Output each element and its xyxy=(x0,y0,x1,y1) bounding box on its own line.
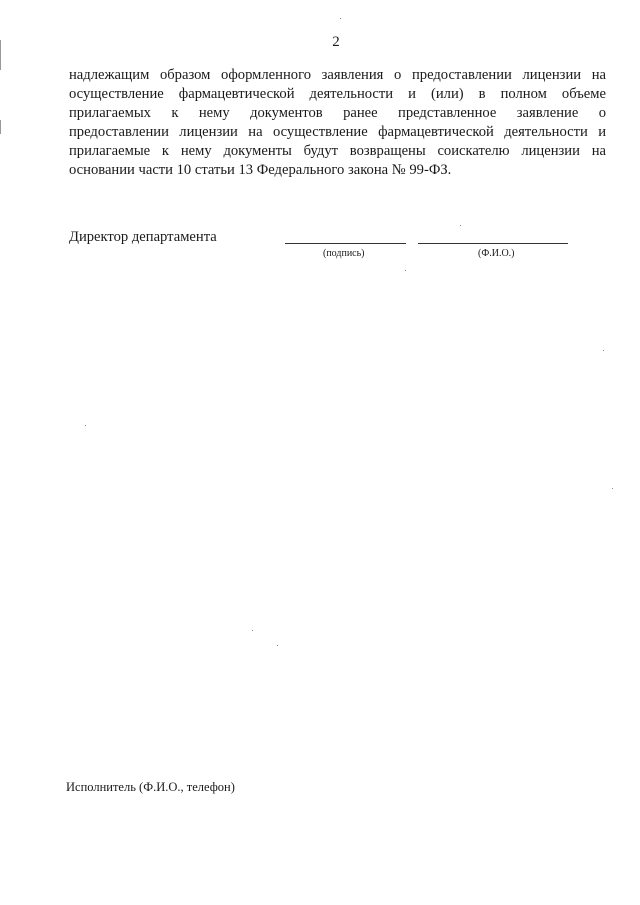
paragraph-line: осуществление фармацевтической деятельности и (или) в полном объеме xyxy=(69,86,606,102)
scan-speck xyxy=(460,225,461,226)
page-number: 2 xyxy=(332,34,340,50)
paragraph-line: надлежащим образом оформленного заявления о предоставлении лицензии на xyxy=(69,67,606,83)
scan-speck xyxy=(277,645,278,646)
scan-speck xyxy=(612,488,613,489)
scan-edge-mark xyxy=(0,120,1,134)
scan-speck xyxy=(405,270,406,271)
director-title: Директор департамента xyxy=(69,229,217,245)
paragraph-line: предоставлении лицензии на осуществление фармацевтической деятельности и xyxy=(69,124,606,140)
signature-line xyxy=(285,243,406,244)
name-caption: (Ф.И.О.) xyxy=(478,248,515,259)
name-line xyxy=(418,243,568,244)
body-paragraph xyxy=(69,66,606,180)
scan-speck xyxy=(85,425,86,426)
paragraph-line: основании части 10 статьи 13 Федерального закона № 99-ФЗ. xyxy=(69,162,452,178)
signature-block xyxy=(69,229,609,269)
paragraph-line: прилагаемых к нему документов ранее представленное заявление о xyxy=(69,105,606,121)
scan-speck xyxy=(252,630,253,631)
scan-speck xyxy=(603,350,604,351)
scan-speck xyxy=(340,18,341,19)
scan-edge-mark xyxy=(0,40,1,70)
paragraph-line: прилагаемые к нему документы будут возвращены соискателю лицензии на xyxy=(69,143,606,159)
signature-caption: (подпись) xyxy=(323,248,365,259)
executor-label: Исполнитель (Ф.И.О., телефон) xyxy=(66,780,235,794)
